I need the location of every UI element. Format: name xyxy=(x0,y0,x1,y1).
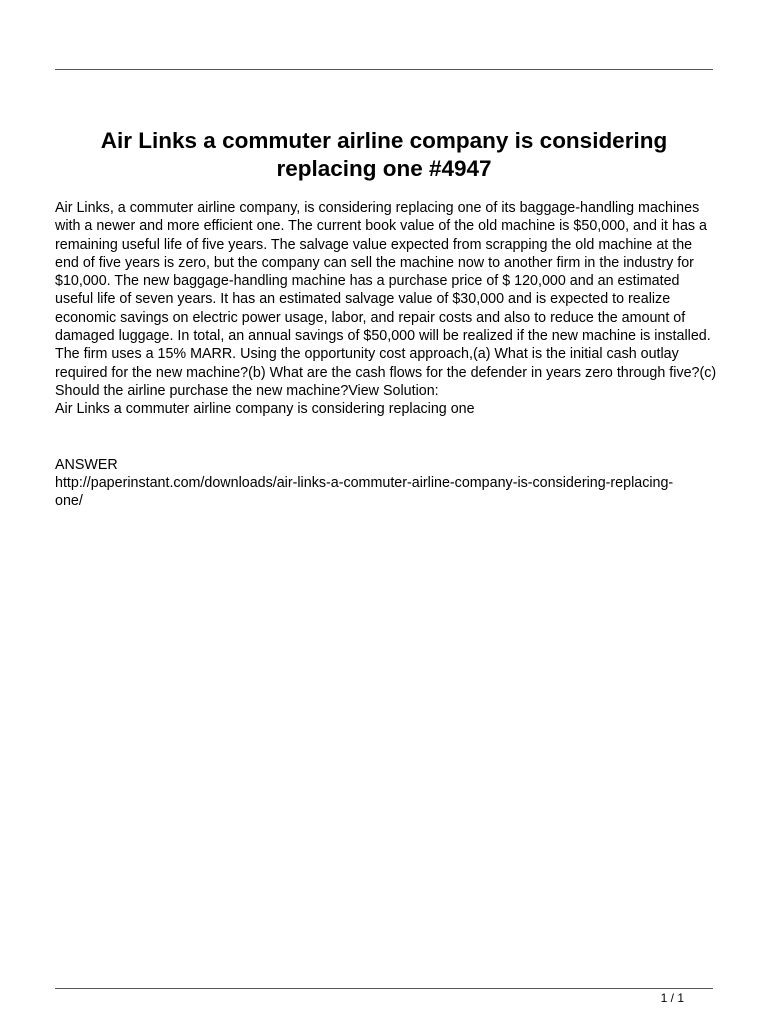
answer-label: ANSWER xyxy=(55,457,118,473)
body-repeat-line: Air Links a commuter airline company is considering replacing one xyxy=(55,401,475,418)
page-number: 1 / 1 xyxy=(660,991,684,1005)
document-body xyxy=(55,199,717,419)
answer-link[interactable]: http://paperinstant.com/downloads/air-links-a-commuter-airline-company-is-considering-replacing-one/ xyxy=(55,475,674,510)
document-title: Air Links a commuter airline company is considering replacing one #4947 xyxy=(100,128,668,181)
bottom-divider xyxy=(55,988,713,989)
top-divider xyxy=(55,69,713,70)
body-paragraph: Air Links, a commuter airline company, is considering replacing one of its baggage-handling machines with a newer and more efficient one. The current book value of the old machine is $50,000, and it has a remaining useful life of five years. The salvage value expected from scrapping the old machine at the end of five years is zero, but the company can sell the machine now to another firm in the industry for $10,000. The new baggage-handling machine has a purchase price of $ 120,000 and an estimated useful life of seven years. It has an estimated salvage value of $30,000 and is expected to realize economic savings on electric power usage, labor, and repair costs and also to reduce the amount of damaged luggage. In total, an annual savings of $50,000 will be realized if the new machine is installed. The firm uses a 15% MARR. Using the opportunity cost approach,(a) What is the initial cash outlay required for the new machine?(b) What are the cash flows for the defender in years zero through five?(c) Should the airline purchase the new machine?View Solution: xyxy=(55,200,717,399)
